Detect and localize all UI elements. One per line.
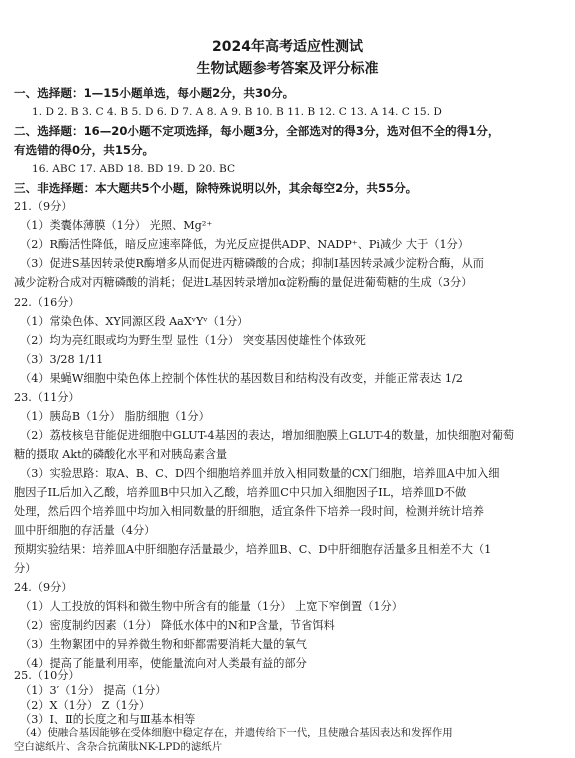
answer-line: 分）	[14, 562, 37, 575]
document-subtitle: 生物试题参考答案及评分标准	[196, 61, 379, 77]
answer-line: （2）密度制约因素（1分） 降低水体中的N和P含量，节省饵料	[20, 619, 335, 632]
answer-line: 空白滤纸片、含杂合抗菌肽NK-LPD的滤纸片	[14, 741, 223, 753]
answer-line: 1. D 2. B 3. C 4. B 5. D 6. D 7. A 8. A 9. B 10. B 11. B 12. C 13. A 14. C 15. D	[32, 106, 442, 118]
answer-line: 减少淀粉合成对丙糖磷酸的消耗；促进L基因转录增加α淀粉酶的量促进葡萄糖的生成（3分）	[14, 276, 473, 289]
answer-line: （1）3′（1分） 提高（1分）	[20, 684, 167, 697]
question-heading: 23.（11分）	[14, 391, 80, 404]
question-heading: 22.（16分）	[14, 296, 80, 309]
answer-line: （2）荔枝核皂苷能促进细胞中GLUT-4基因的表达，增加细胞膜上GLUT-4的数量，加快细胞对葡萄	[20, 429, 515, 442]
question-heading: 24.（9分）	[14, 581, 73, 594]
answer-line: （1）常染色体、XY同源区段 AaXᵛYᵛ（1分）	[20, 315, 249, 328]
answer-line: （3）生物絮团中的异养微生物和虾都需要消耗大量的氧气	[20, 638, 307, 651]
answer-line: （4）果蝇W细胞中染色体上控制个体性状的基因数目和结构没有改变，并能正常表达 1/2	[20, 372, 463, 385]
answer-line: 胞因子IL后加入乙酸，培养皿B中只加入乙酸，培养皿C中只加入细胞因子IL，培养皿D不做	[14, 486, 467, 499]
answer-line: 糖的摄取 Akt的磷酸化水平和对胰岛素含量	[14, 448, 228, 461]
answer-line: 皿中肝细胞的存活量（4分）	[14, 524, 156, 537]
answer-line: （2）R酶活性降低，暗反应速率降低，为光反应提供ADP、NADP⁺、Pi减少 大于（1分）	[20, 238, 469, 251]
answer-line: （3）实验思路：取A、B、C、D四个细胞培养皿并放入相同数量的CX门细胞，培养皿A中加入细	[20, 467, 500, 480]
answer-line: 预期实验结果：培养皿A中肝细胞存活量最少，培养皿B、C、D中肝细胞存活量多且相差不大（1	[14, 543, 492, 556]
answer-line: （1）人工投放的饵料和微生物中所含有的能量（1分） 上宽下窄倒置（1分）	[20, 600, 403, 613]
answer-line: （4）提高了能量利用率，使能量流向对人类最有益的部分	[20, 657, 307, 670]
document-title: 2024年高考适应性测试	[212, 39, 363, 55]
answer-line: （2）X（1分） Z（1分）	[20, 699, 151, 712]
answer-line: （1）类囊体薄膜（1分） 光照、Mg²⁺	[20, 219, 213, 232]
section-heading-1: 一、选择题：1—15小题单选，每小题2分，共30分。	[14, 86, 295, 100]
answer-line: （3）3/28 1/11	[20, 353, 104, 366]
answer-line: 16. ABC 17. ABD 18. BD 19. D 20. BC	[32, 163, 236, 175]
section-heading-3: 三、非选择题：本大题共5个小题，除特殊说明以外，其余每空2分，共55分。	[14, 181, 418, 195]
answer-line: （3）促进S基因转录使R酶增多从而促进丙糖磷酸的合成；抑制I基因转录减少淀粉合酶，从而	[20, 257, 484, 270]
question-heading: 25.（10分）	[14, 669, 80, 682]
answer-line: （4）使融合基因能够在受体细胞中稳定存在，并遗传给下一代，且使融合基因表达和发挥作用	[20, 727, 453, 739]
answer-line: （1）胰岛B（1分） 脂肪细胞（1分）	[20, 410, 210, 423]
section-heading-2-cont: 有选错的得0分，共15分。	[14, 143, 155, 157]
answer-line: 处理，然后四个培养皿中均加入相同数量的肝细胞，适宜条件下培养一段时间，检测并统计培养	[14, 505, 484, 518]
question-heading: 21.（9分）	[14, 200, 73, 213]
section-heading-2: 二、选择题：16—20小题不定项选择，每小题3分，全部选对的得3分，选对但不全的得1分，	[14, 124, 500, 138]
answer-line: （2）均为亮红眼或均为野生型 显性（1分） 突变基因使雄性个体致死	[20, 334, 366, 347]
answer-line: （3）Ⅰ、Ⅱ的长度之和与Ⅲ基本相等	[20, 713, 196, 726]
